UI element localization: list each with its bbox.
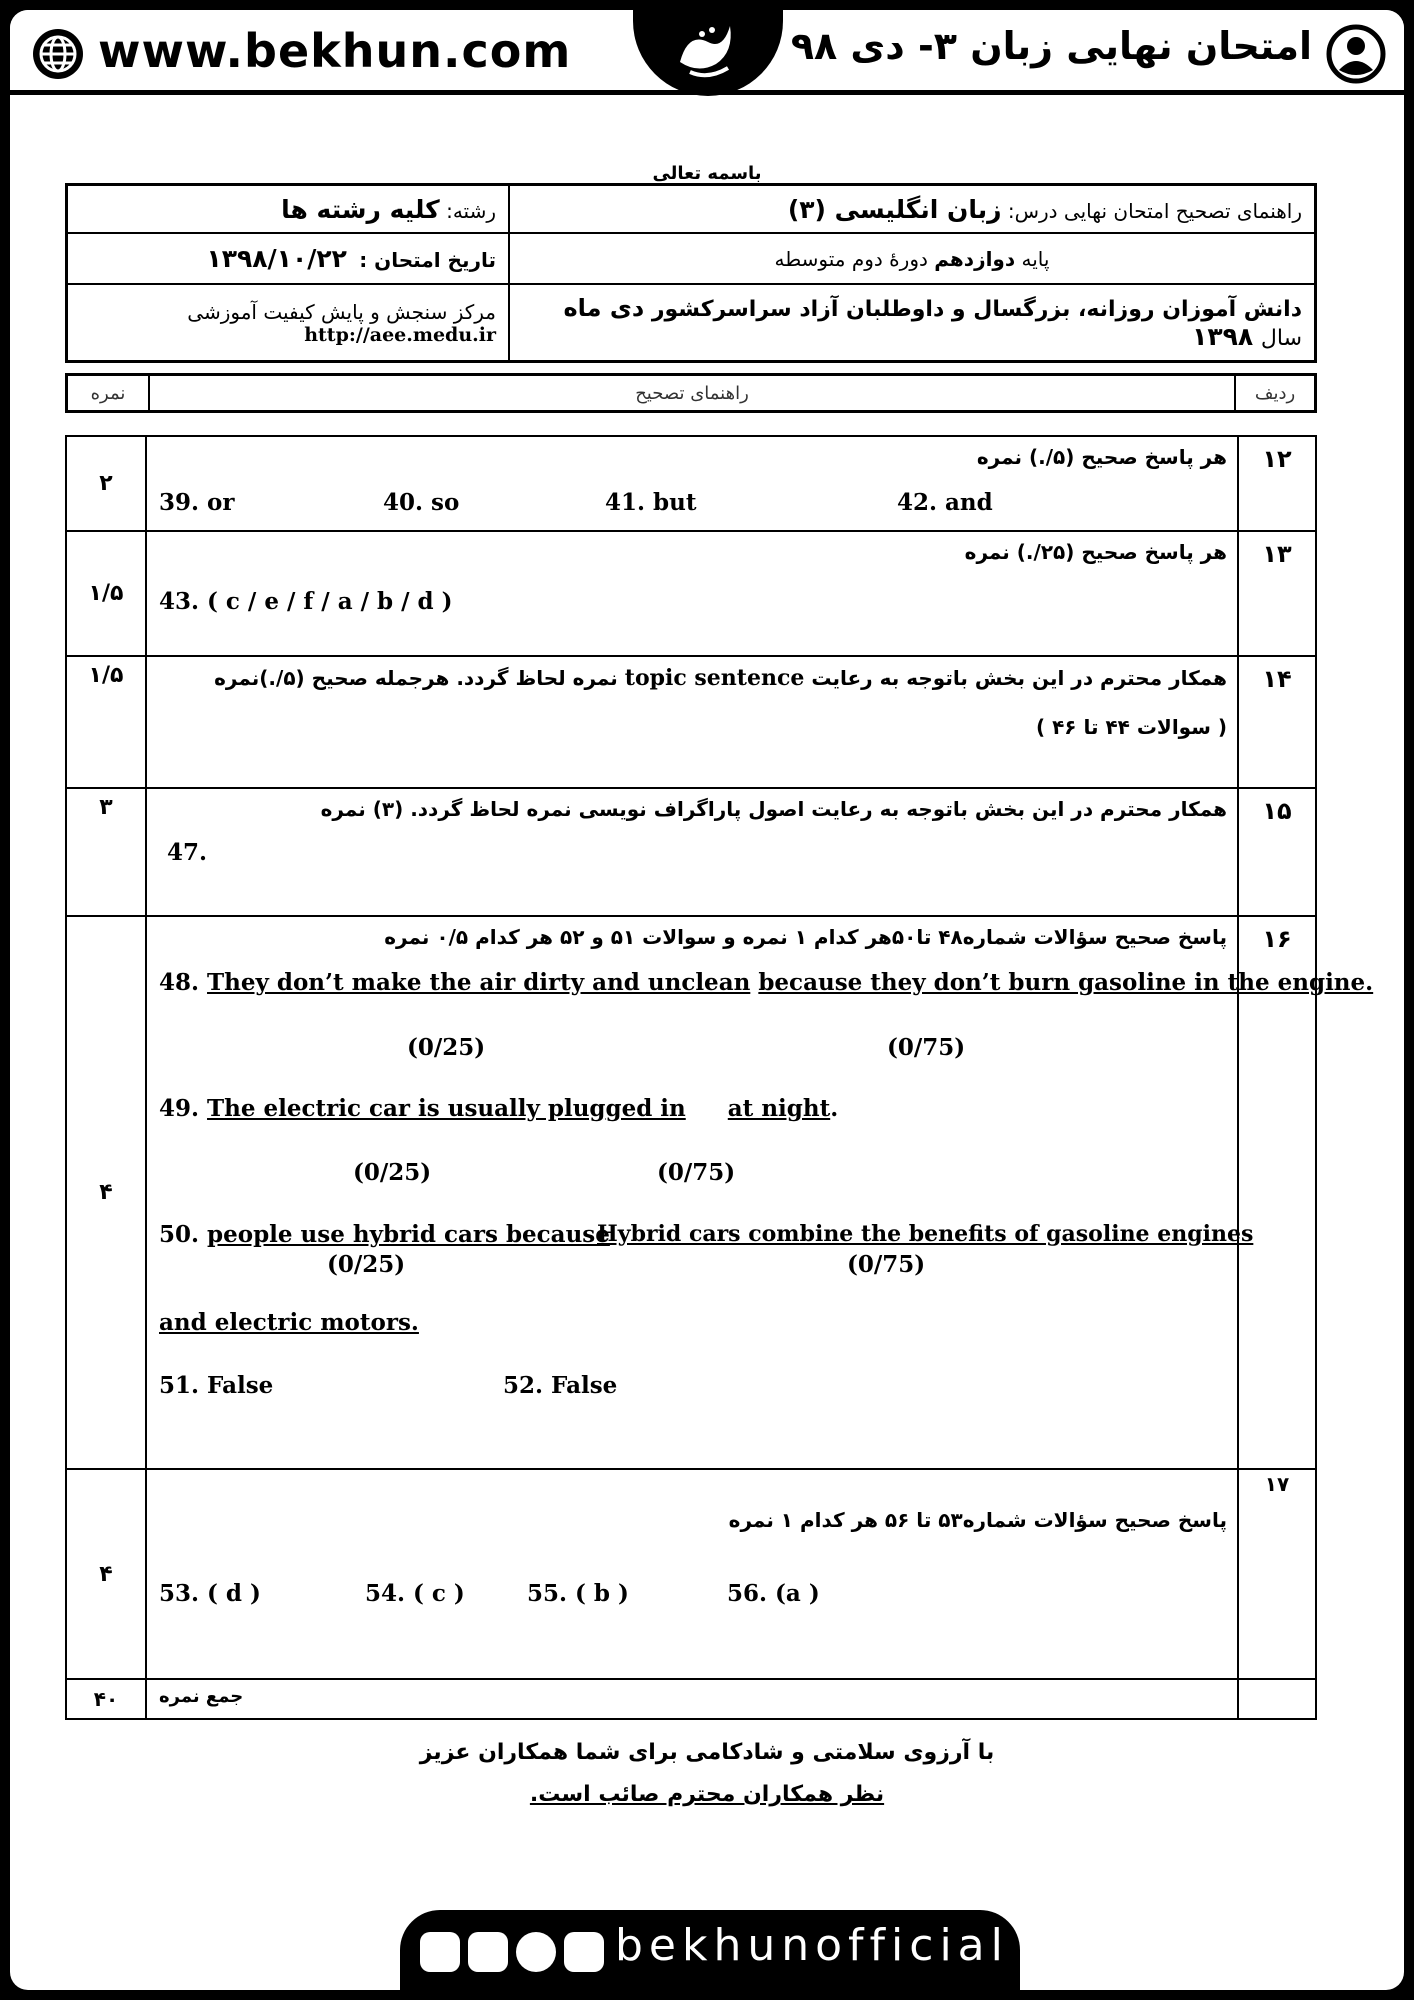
- table-row: ۱۳ هر پاسخ صحیح (۲۵/.) نمره 43. ( c / e / f / a / b / d ) ۱/۵: [66, 531, 1316, 656]
- field-name: کلیه رشته ها: [281, 194, 440, 224]
- students-cell: دانش آموزان روزانه، بزرگسال و داوطلبان آزاد سراسرکشور دی ماه سال ۱۳۹۸: [509, 284, 1316, 361]
- column-header: ردیف راهنمای تصحیح نمره: [65, 373, 1317, 413]
- course-cell: راهنمای تصحیح امتحان نهایی درس: زبان انگلیسی (۳): [509, 185, 1316, 234]
- table-row: ۱۵ همکار محترم در این بخش باتوجه به رعایت اصول پاراگراف نویسی نمره لحاظ گردد. (۳) نمره 47. ۳: [66, 788, 1316, 916]
- youtube-icon[interactable]: [468, 1932, 508, 1972]
- website-url[interactable]: www.bekhun.com: [98, 24, 572, 78]
- table-row: ۱۴ همکار محترم در این بخش باتوجه به رعایت topic sentence نمره لحاظ گردد. هرجمله صحیح (۵/.)نمره ( سوالات ۴۴ تا ۴۶ ) ۱/۵: [66, 656, 1316, 788]
- field-cell: رشته: کلیه رشته ها: [67, 185, 510, 234]
- exam-info-table: [65, 183, 1317, 363]
- aparat-icon[interactable]: [420, 1932, 460, 1972]
- closing-wish: با آرزوی سلامتی و شادکامی برای شما همکاران عزیز: [419, 1740, 995, 1765]
- telegram-icon[interactable]: [516, 1932, 556, 1972]
- table-row: ۱۶ پاسخ صحیح سؤالات شماره۴۸ تا۵۰هر کدام ۱ نمره و سوالات ۵۱ و ۵۲ هر کدام ۰/۵ نمره 48. They don’t make the air dirty and unclean because they don’t burn gasoline in the engine. (0/25) (0/75) 49. The electric car is usually plugged in at night. (0/25) (0/75) 50. people use hybrid cars because Hybrid cars combine the benefits of gasoline engines (0/25) (0/75) and electric motors. 51. False 52. False ۴: [66, 916, 1316, 1469]
- grade-cell: پایه دوازدهم دورهٔ دوم متوسطه: [509, 233, 1316, 284]
- total-label: جمع نمره: [159, 1686, 244, 1707]
- basmala: باسمه تعالی: [652, 163, 762, 184]
- table-row: ۱۲ هر پاسخ صحیح (۵/.) نمره 39. or 40. so 41. but 42. and ۲: [66, 436, 1316, 531]
- instagram-icon[interactable]: [564, 1932, 604, 1972]
- date-cell: تاریخ امتحان : ۱۳۹۸/۱۰/۲۲: [67, 233, 510, 284]
- exam-date: ۱۳۹۸/۱۰/۲۲: [206, 244, 347, 274]
- table-row: ۱۷ پاسخ صحیح سؤالات شماره۵۳ تا ۵۶ هر کدام ۱ نمره 53. ( d ) 54. ( c ) 55. ( b ) 56. (a ) ۴: [66, 1469, 1316, 1679]
- closing-note: نظر همکاران محترم صائب است.: [529, 1782, 885, 1807]
- exam-title: امتحان نهایی زبان ۳- دی ۹۸: [790, 24, 1312, 68]
- center-url[interactable]: http://aee.medu.ir: [304, 323, 496, 346]
- total-row: [66, 1679, 1316, 1719]
- social-handle[interactable]: bekhunofficial: [615, 1920, 1009, 1971]
- course-name: زبان انگلیسی (۳): [787, 194, 1002, 224]
- total-score: ۴۰: [66, 1679, 146, 1719]
- page-frame: [10, 10, 1404, 1990]
- center-cell: مرکز سنجش و پایش کیفیت آموزشی http://aee.medu.ir: [67, 284, 510, 361]
- answer-key-document: [10, 10, 1404, 1990]
- answer-table: [65, 435, 1374, 1720]
- social-bar: [400, 1910, 1020, 1990]
